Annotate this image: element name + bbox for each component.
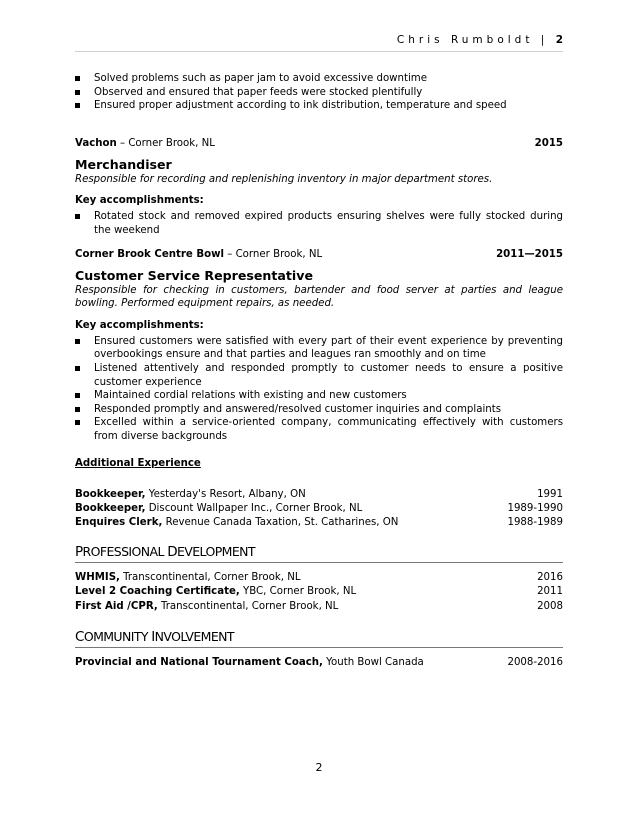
employer-location: – Corner Brook, NL [224,248,323,260]
item-detail: Transcontinental, Corner Brook, NL [157,600,339,612]
list-item: Rotated stock and removed expired products ensuring shelves were fully stocked during the weekend [75,210,563,237]
role-detail: Revenue Canada Taxation, St. Catharines, ON [162,516,399,528]
role-detail: Yesterday's Resort, Albany, ON [145,488,306,500]
job-description: Responsible for recording and replenishing inventory in major department stores. [75,173,493,185]
employer-location: – Corner Brook, NL [116,137,215,149]
list-item: Solved problems such as paper jam to avoid excessive downtime [75,72,563,86]
top-bullet-list [75,72,563,113]
table-row [75,516,563,530]
key-accomplishments-label: Key accomplishments: [75,319,204,331]
employer-name: Corner Brook Centre Bowl [75,248,224,260]
job-bowl-line [75,248,563,262]
item-name: Level 2 Coaching Certificate, [75,586,240,598]
page-header [397,34,563,46]
table-row [75,488,563,502]
professional-development-heading: PROFESSIONAL DEVELOPMENT [75,544,563,563]
job-vachon-line [75,137,563,151]
key-accomplishments-label: Key accomplishments: [75,195,204,207]
additional-experience-heading: Additional Experience [75,457,201,469]
resume-content [75,72,563,670]
item-year: 2016 [537,572,563,584]
list-item: Ensured proper adjustment according to ink distribution, temperature and speed [75,99,563,113]
item-detail: YBC, Corner Brook, NL [239,586,357,598]
list-item: Maintained cordial relations with existing and new customers [75,389,563,403]
job-title: Customer Service Representative [75,267,313,283]
role-years: 1988-1989 [507,516,563,528]
header-rule [75,51,563,52]
job-years: 2011—2015 [496,248,563,260]
community-involvement-heading: COMMUNITY INVOLVEMENT [75,629,563,648]
table-row [75,585,563,599]
header-separator: | [540,34,549,46]
header-page-number: 2 [555,34,563,46]
list-item: Observed and ensured that paper feeds were stocked plentifully [75,86,563,100]
employer-name: Vachon [75,137,117,149]
footer-page-number: 2 [315,761,323,774]
item-detail: Transcontinental, Corner Brook, NL [119,572,301,584]
header-name: Chris Rumboldt [396,34,534,46]
item-years: 2008-2016 [507,656,563,668]
role-years: 1989-1990 [507,502,563,514]
role-detail: Discount Wallpaper Inc., Corner Brook, NL [145,502,363,514]
table-row [75,571,563,585]
item-name: First Aid /CPR, [75,600,158,612]
item-name: WHMIS, [75,572,120,584]
professional-development-list [75,571,563,614]
role-years: 1991 [537,488,563,500]
additional-experience-list [75,488,563,531]
table-row [75,502,563,516]
community-involvement-list [75,656,563,670]
job-years: 2015 [534,137,563,149]
list-item: Responded promptly and answered/resolved customer inquiries and complaints [75,403,563,417]
role-name: Enquires Clerk, [75,516,163,528]
job-bullet-list [75,210,563,237]
job-bullet-list [75,335,563,444]
table-row [75,656,563,670]
item-year: 2011 [537,586,563,598]
item-name: Provincial and National Tournament Coach, [75,656,323,668]
role-name: Bookkeeper, [75,488,146,500]
list-item: Ensured customers were satisfied with every part of their event experience by preventing overbookings ensure and that parties and leagues ran smoothly and on time [75,335,563,362]
table-row [75,600,563,614]
job-title: Merchandiser [75,156,172,172]
job-description: Responsible for checking in customers, bartender and food server at parties and league bowling. Performed equipment repairs, as needed. [75,284,563,310]
list-item: Listened attentively and responded promptly to customer needs to ensure a positive customer experience [75,362,563,389]
item-detail: Youth Bowl Canada [322,656,424,668]
list-item: Excelled within a service-oriented company, communicating effectively with customers from diverse backgrounds [75,416,563,443]
role-name: Bookkeeper, [75,502,146,514]
item-year: 2008 [537,600,563,612]
